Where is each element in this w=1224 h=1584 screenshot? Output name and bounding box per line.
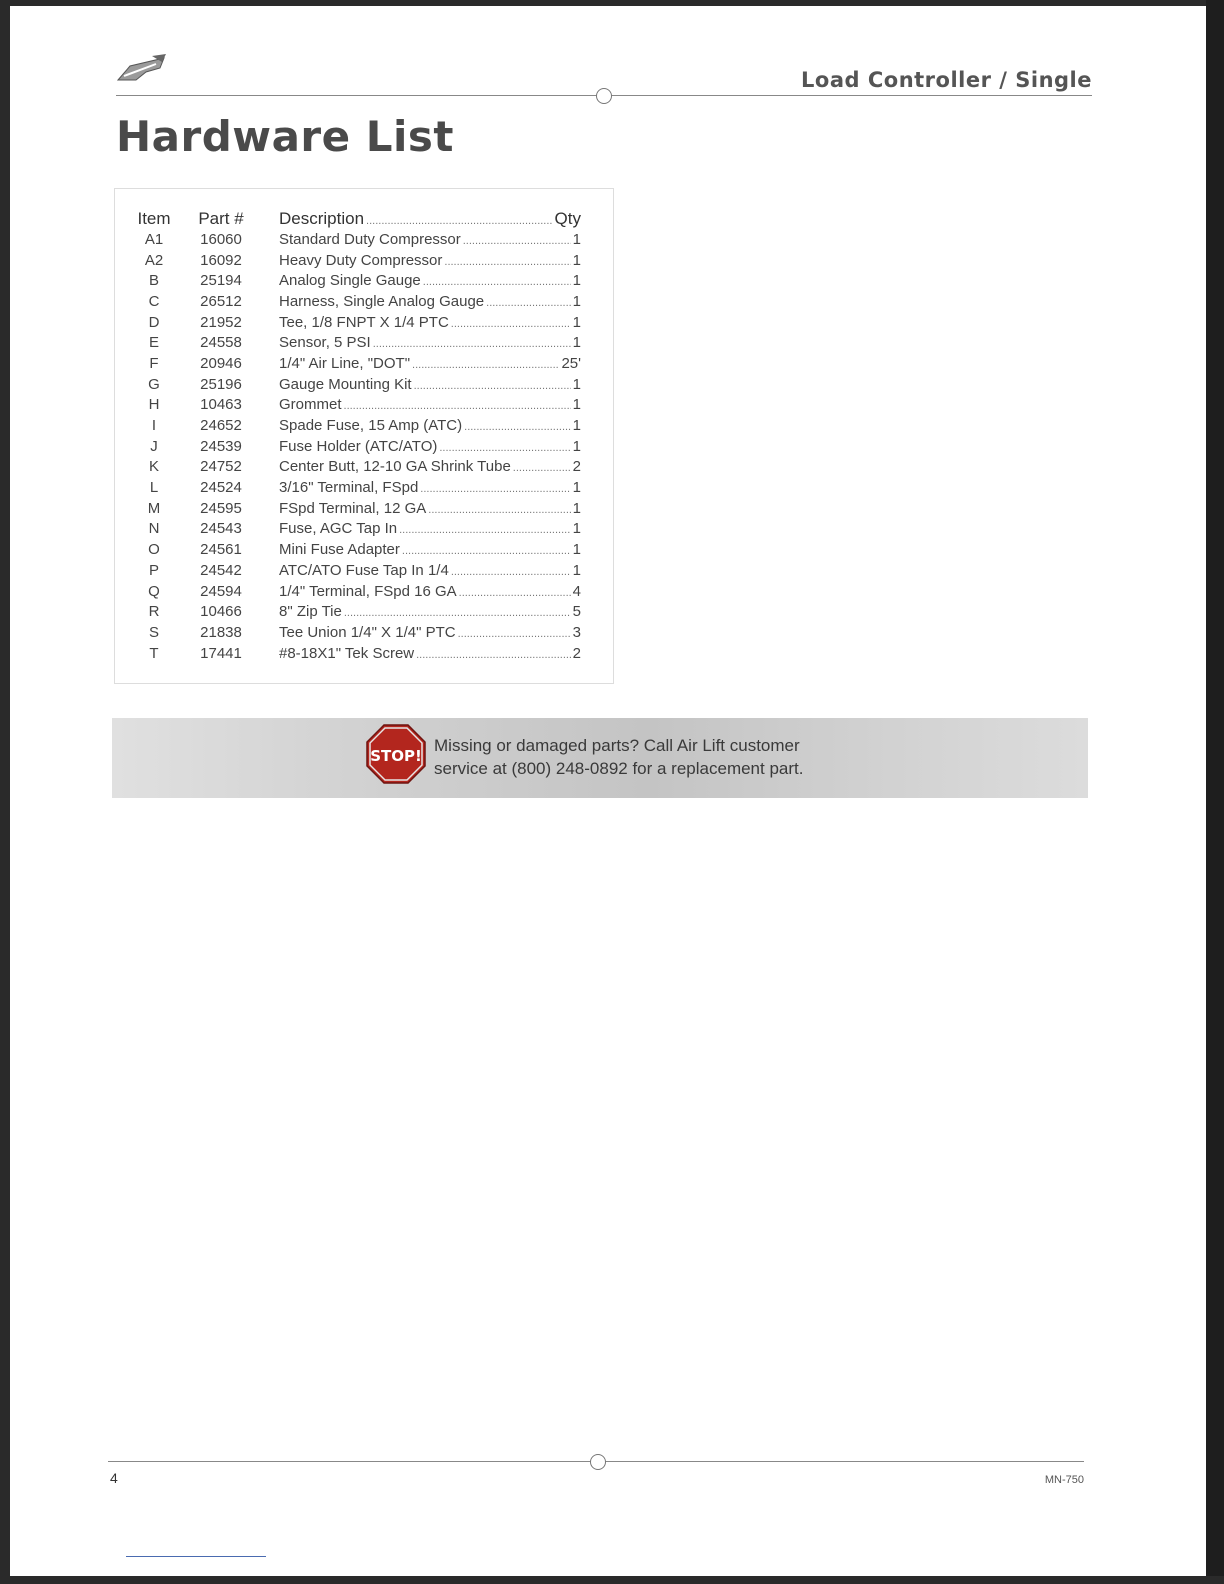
qty-value: 1 (572, 292, 581, 310)
hardware-table-body (129, 229, 597, 663)
scan-edge-top (0, 0, 1224, 6)
description-text: ATC/ATO Fuse Tap In 1/4 (279, 561, 449, 579)
description-text: 3/16" Terminal, FSpd (279, 479, 419, 497)
item-cell: A2 (144, 251, 164, 269)
item-cell: G (148, 375, 160, 393)
qty-value: 2 (572, 644, 581, 662)
table-row (129, 415, 597, 436)
description-cell (263, 622, 597, 643)
qty-value: 1 (572, 272, 581, 290)
qty-value: 1 (572, 334, 581, 352)
header-description-qty (263, 203, 597, 229)
qty-value: 1 (572, 541, 581, 559)
table-header-row (129, 203, 597, 229)
part-number-cell: 24558 (200, 334, 242, 352)
item-cell: C (148, 292, 160, 310)
table-row (129, 291, 597, 312)
bottom-edge-mark (126, 1556, 266, 1557)
stop-sign-icon (366, 724, 426, 784)
hardware-table (129, 203, 597, 663)
part-number-cell: 24652 (200, 417, 242, 435)
table-row (129, 229, 597, 250)
leader-dots (402, 545, 571, 557)
part-number-cell: 24524 (200, 479, 242, 497)
description-text: Heavy Duty Compressor (279, 251, 443, 269)
scan-edge-bottom (0, 1576, 1224, 1584)
description-cell (263, 477, 597, 498)
part-number-cell: 10463 (200, 396, 242, 414)
qty-value: 1 (572, 561, 581, 579)
description-cell (263, 457, 597, 478)
header-qty: Qty (554, 209, 581, 228)
part-number-cell: 24543 (200, 520, 242, 538)
table-row (129, 353, 597, 374)
part-number-cell: 24561 (200, 541, 242, 559)
qty-value: 1 (572, 437, 581, 455)
page-number: 4 (110, 1470, 118, 1486)
description-cell (263, 395, 597, 416)
qty-value: 1 (572, 396, 581, 414)
description-text: Spade Fuse, 15 Amp (ATC) (279, 417, 463, 435)
header-title: Load Controller / Single (801, 68, 1092, 92)
part-number-cell: 20946 (200, 354, 242, 372)
leader-dots (458, 628, 571, 640)
item-cell: N (148, 520, 160, 538)
part-number-cell: 24595 (200, 499, 242, 517)
table-row (129, 332, 597, 353)
table-row (129, 643, 597, 664)
leader-dots (344, 607, 571, 619)
description-text: 1/4" Air Line, "DOT" (279, 354, 411, 372)
description-text: 8" Zip Tie (279, 603, 342, 621)
table-row (129, 270, 597, 291)
part-number-cell: 24594 (200, 582, 242, 600)
missing-parts-notice (112, 718, 1088, 798)
leader-dots (451, 566, 571, 578)
leader-dots (423, 276, 571, 288)
table-row (129, 539, 597, 560)
description-text: Harness, Single Analog Gauge (279, 292, 485, 310)
footer-rule-knot (590, 1454, 606, 1470)
hardware-table-box (114, 188, 614, 684)
item-cell: L (149, 479, 159, 497)
item-cell: A1 (144, 230, 164, 248)
description-cell (263, 415, 597, 436)
air-lift-logo (116, 54, 168, 84)
document-code: MN-750 (1044, 1474, 1084, 1486)
page-title: Hardware List (116, 112, 454, 161)
scan-edge-left (0, 0, 10, 1584)
stop-sign-label: STOP! (370, 747, 422, 765)
description-text: Sensor, 5 PSI (279, 334, 371, 352)
part-number-cell: 10466 (200, 603, 242, 621)
leader-dots (412, 359, 559, 371)
part-number-cell: 24752 (200, 458, 242, 476)
part-number-cell: 25194 (200, 272, 242, 290)
table-row (129, 581, 597, 602)
qty-value: 1 (572, 499, 581, 517)
item-cell: J (150, 437, 158, 455)
qty-value: 1 (572, 251, 581, 269)
leader-dots (414, 380, 571, 392)
leader-dots (459, 587, 571, 599)
table-row (129, 457, 597, 478)
description-cell (263, 539, 597, 560)
description-text: #8-18X1" Tek Screw (279, 644, 415, 662)
description-cell (263, 270, 597, 291)
leader-dots (486, 297, 571, 309)
notice-line-2: service at (800) 248-0892 for a replacement part. (434, 759, 804, 778)
table-row (129, 395, 597, 416)
table-row (129, 622, 597, 643)
part-number-cell: 24539 (200, 437, 242, 455)
item-cell: F (149, 354, 159, 372)
leader-dots (463, 235, 571, 247)
part-number-cell: 16092 (200, 251, 242, 269)
description-cell (263, 332, 597, 353)
description-text: Fuse Holder (ATC/ATO) (279, 437, 438, 455)
leader-dots (399, 524, 571, 536)
description-cell (263, 601, 597, 622)
description-cell (263, 250, 597, 271)
table-row (129, 560, 597, 581)
header-item: Item (137, 209, 171, 228)
description-cell (263, 560, 597, 581)
leader-dots (451, 318, 571, 330)
qty-value: 25' (561, 354, 581, 372)
leader-dots (416, 649, 571, 661)
item-cell: S (148, 623, 159, 641)
item-cell: M (147, 499, 161, 517)
table-row (129, 374, 597, 395)
leader-dots (444, 256, 570, 268)
qty-value: 2 (572, 458, 581, 476)
header-leader-dots (366, 215, 553, 227)
description-cell (263, 291, 597, 312)
description-text: 1/4" Terminal, FSpd 16 GA (279, 582, 457, 600)
description-text: Tee Union 1/4" X 1/4" PTC (279, 623, 456, 641)
description-text: Standard Duty Compressor (279, 230, 461, 248)
description-text: Fuse, AGC Tap In (279, 520, 398, 538)
qty-value: 4 (572, 582, 581, 600)
leader-dots (420, 483, 570, 495)
item-cell: E (148, 334, 159, 352)
description-cell (263, 498, 597, 519)
item-cell: T (149, 644, 159, 662)
description-cell (263, 436, 597, 457)
qty-value: 1 (572, 520, 581, 538)
description-text: Mini Fuse Adapter (279, 541, 400, 559)
item-cell: P (148, 561, 159, 579)
part-number-cell: 17441 (200, 644, 242, 662)
leader-dots (428, 504, 570, 516)
qty-value: 1 (572, 417, 581, 435)
leader-dots (513, 462, 571, 474)
part-number-cell: 21952 (200, 313, 242, 331)
qty-value: 5 (572, 603, 581, 621)
table-row (129, 477, 597, 498)
table-row (129, 519, 597, 540)
table-row (129, 498, 597, 519)
qty-value: 3 (572, 623, 581, 641)
part-number-cell: 25196 (200, 375, 242, 393)
qty-value: 1 (572, 479, 581, 497)
item-cell: K (148, 458, 159, 476)
description-cell (263, 581, 597, 602)
description-cell (263, 643, 597, 664)
part-number-cell: 21838 (200, 623, 242, 641)
item-cell: H (148, 396, 160, 414)
leader-dots (464, 421, 571, 433)
part-number-cell: 24542 (200, 561, 242, 579)
description-cell (263, 353, 597, 374)
notice-text (434, 734, 994, 780)
table-row (129, 250, 597, 271)
item-cell: O (148, 541, 160, 559)
description-text: Grommet (279, 396, 342, 414)
item-cell: D (148, 313, 160, 331)
item-cell: R (148, 603, 160, 621)
item-cell: Q (148, 582, 160, 600)
qty-value: 1 (572, 313, 581, 331)
part-number-cell: 26512 (200, 292, 242, 310)
leader-dots (344, 400, 571, 412)
description-cell (263, 229, 597, 250)
description-text: Analog Single Gauge (279, 272, 421, 290)
qty-value: 1 (572, 375, 581, 393)
part-number-cell: 16060 (200, 230, 242, 248)
description-text: FSpd Terminal, 12 GA (279, 499, 427, 517)
leader-dots (439, 442, 570, 454)
header-description: Description (279, 209, 365, 228)
leader-dots (373, 338, 571, 350)
notice-line-1: Missing or damaged parts? Call Air Lift customer (434, 736, 800, 755)
item-cell: B (148, 272, 159, 290)
header-rule-knot (596, 88, 612, 104)
description-cell (263, 519, 597, 540)
table-row (129, 312, 597, 333)
description-text: Center Butt, 12-10 GA Shrink Tube (279, 458, 511, 476)
description-text: Tee, 1/8 FNPT X 1/4 PTC (279, 313, 449, 331)
item-cell: I (151, 417, 157, 435)
description-text: Gauge Mounting Kit (279, 375, 412, 393)
description-cell (263, 312, 597, 333)
table-row (129, 436, 597, 457)
qty-value: 1 (572, 230, 581, 248)
header-part: Part # (198, 209, 244, 228)
table-row (129, 601, 597, 622)
description-cell (263, 374, 597, 395)
scan-edge-right (1206, 0, 1224, 1584)
